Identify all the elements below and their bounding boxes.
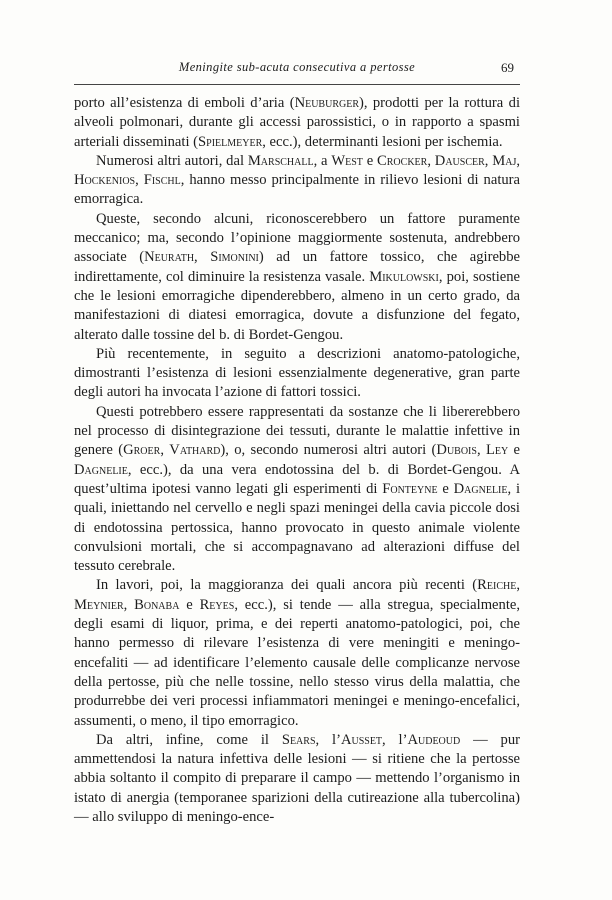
author-name: Neurath bbox=[144, 249, 195, 266]
text-run: e bbox=[362, 152, 378, 169]
text-run: , bbox=[516, 152, 521, 169]
text-run: , bbox=[123, 596, 135, 613]
paragraph bbox=[74, 210, 520, 345]
text-run: Più recentemente, in seguito a descrizioni anatomo-patologiche, dimostranti l’esistenza di lesioni essenzialmente degenerative, gran parte degli autori ha invocata l’azione di fattori tossici. bbox=[74, 345, 520, 401]
running-title: Meningite sub-acuta consecutiva a pertosse bbox=[178, 60, 416, 74]
text-run: , l’ bbox=[382, 731, 408, 748]
text-run: Queste, secondo alcuni, riconoscerebbero un fattore puramente meccanico; ma, secondo l’opinione maggiormente sostenuta, andrebbero associate ( bbox=[74, 210, 520, 266]
author-name: Fonteyne bbox=[382, 480, 438, 497]
author-name: Simonini bbox=[210, 249, 259, 266]
text-run: Da altri, infine, come il bbox=[96, 731, 282, 748]
text-run: , ecc.), determinanti lesioni per ischemia. bbox=[262, 133, 503, 150]
author-name: Groer bbox=[123, 442, 161, 459]
author-name: Audeoud bbox=[407, 731, 461, 748]
body-text bbox=[74, 94, 520, 827]
text-run: ), prodotti per la rottura di alveoli polmonari, durante gli accessi parossistici, o in rapporto a spasmi arteriali disseminati ( bbox=[74, 95, 520, 150]
paragraph bbox=[74, 403, 520, 577]
text-run: e bbox=[508, 442, 520, 459]
author-name: Marschall bbox=[247, 152, 314, 169]
author-name: Ley bbox=[485, 442, 509, 459]
header-rule bbox=[74, 84, 520, 85]
text-run: In lavori, poi, la maggioranza dei quali ancora più recenti ( bbox=[96, 577, 478, 594]
author-name: Sears bbox=[281, 731, 316, 748]
author-name: Mikulowski bbox=[369, 268, 439, 285]
text-run: ), o, secondo numerosi altri autori ( bbox=[220, 442, 437, 459]
author-name: Dagnelie bbox=[453, 480, 508, 497]
author-name: West bbox=[331, 152, 363, 169]
text-run: , bbox=[427, 152, 435, 169]
author-name: Ausset bbox=[340, 731, 383, 748]
text-run: , bbox=[135, 172, 144, 189]
text-run: , i quali, iniettando nel cervello e negli spazi meningei della cavia piccole dosi di endotossina pertossica, hanno provocato in questo animale violente convulsioni mortali, che si accompagnavano ad alterazioni diffuse del tessuto cerebrale. bbox=[74, 480, 520, 575]
text-run: e bbox=[437, 480, 454, 497]
paragraph bbox=[74, 94, 520, 152]
author-name: Vathard bbox=[169, 442, 221, 459]
author-name: Dauscer bbox=[434, 152, 485, 169]
text-run: , bbox=[160, 442, 170, 459]
author-name: Hockenios bbox=[74, 172, 136, 189]
text-run: , bbox=[516, 577, 520, 594]
paragraph bbox=[74, 152, 520, 210]
author-name: Bonaba bbox=[134, 596, 180, 613]
text-run: e bbox=[179, 596, 200, 613]
paragraph bbox=[74, 731, 520, 827]
author-name: Maj bbox=[492, 152, 517, 169]
author-name: Meynier bbox=[74, 596, 124, 613]
paragraph bbox=[74, 576, 520, 730]
text-run: , poi, sostiene che le lesioni emorragiche dipenderebbero, almeno in un certo grado, da manifestazioni di diatesi emorragica, dovute a disfunzione del fegato, alterato dalle tossine del b. di Bordet-Gengou. bbox=[74, 268, 520, 343]
author-name: Reyes bbox=[199, 596, 235, 613]
page-number: 69 bbox=[501, 60, 514, 75]
author-name: Fischl bbox=[143, 172, 181, 189]
text-run: porto all’esistenza di emboli d’aria ( bbox=[74, 95, 295, 111]
text-run: Questi potrebbero essere rappresentati da sostanze che li libererebbero nel processo di disintegrazione dei tessuti, durante le malattie infettive in genere ( bbox=[74, 403, 520, 459]
author-name: Dubois bbox=[436, 442, 477, 459]
text-run: , a bbox=[313, 152, 332, 169]
author-name: Neuburger bbox=[294, 95, 359, 111]
text-run: , bbox=[476, 442, 486, 459]
paragraph bbox=[74, 345, 520, 403]
text-run: , ecc.), da una vera endotossina del b. di Bordet-Gengou. A quest’ultima ipotesi vanno legati gli esperimenti di bbox=[74, 461, 520, 497]
author-name: Reiche bbox=[477, 577, 517, 594]
text-run: Numerosi altri autori, dal bbox=[96, 152, 248, 169]
text-run: , ecc.), si tende — alla stregua, specialmente, degli esami di liquor, prima, e dei reperti anatomo-patologici, poi, che hanno permesso di rilevare l’esistenza di vere meningiti e meningo-encefaliti — ad identificare l’elemento causale delle complicanze nervose della pertosse, più che nelle tossine, nello stesso virus della malattia, che produrrebbe dei veri processi infiammatori meningei e meningo-encefalici, assumenti, o meno, il tipo emorragico. bbox=[74, 596, 520, 729]
text-run: , bbox=[484, 152, 493, 169]
text-run: , hanno messo principalmente in rilievo lesioni di natura emorragica. bbox=[74, 172, 521, 208]
author-name: Crocker bbox=[377, 152, 428, 169]
text-run: — pur ammettendosi la natura infettiva delle lesioni — si ritiene che la pertosse abbia soltanto il compito di preparare il campo — mettendo l’organismo in istato di anergia (temporanee sparizioni della cutireazione alla tubercolina) — allo sviluppo di meningo-ence- bbox=[74, 731, 520, 825]
author-name: Spielmeyer bbox=[198, 133, 263, 150]
page-header bbox=[74, 60, 520, 80]
text-run: ) ad un fattore tossico, che agirebbe indirettamente, col diminuire la resistenza vasale. bbox=[74, 249, 520, 285]
text-run: , bbox=[194, 249, 211, 266]
text-run: , l’ bbox=[315, 731, 341, 748]
author-name: Dagnelie bbox=[74, 461, 128, 478]
